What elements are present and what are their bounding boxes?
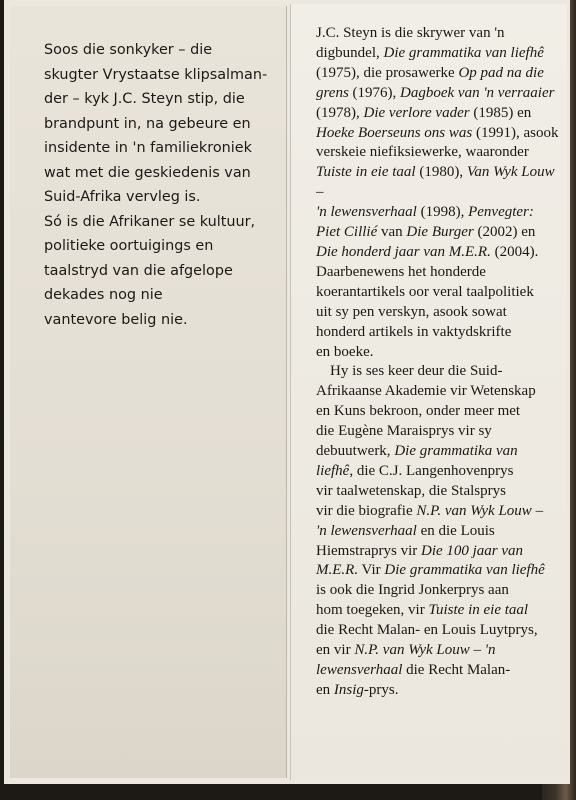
book-title: Die verlore vader (363, 104, 470, 121)
book-title: 'n lewensverhaal (316, 204, 417, 221)
bio-line: en Kuns bekroon, onder meer met (316, 403, 521, 420)
bio-line: en Insig-prys. (316, 681, 399, 698)
book-title: lewensverhaal (316, 662, 403, 678)
bio-line: honderd artikels in vaktydskrifte (316, 323, 512, 340)
book-title: Piet Cillié (316, 224, 378, 241)
book-title: Dagboek van 'n verraaier (400, 84, 555, 101)
book-title: Tuiste in eie taal (316, 164, 416, 181)
bio-line: en vir N.P. van Wyk Louw – 'n (316, 642, 496, 659)
bio-line: die Eugène Maraisprys vir sy (316, 423, 492, 440)
bio-line: digbundel, Die grammatika van liefhê (316, 44, 544, 61)
book-title: liefhê (316, 462, 350, 479)
blurb-line: Suid-Afrika vervleg is. (44, 189, 201, 205)
bio-line: (1978), Die verlore vader (1985) en (316, 104, 532, 121)
blurb-line: Só is die Afrikaner se kultuur, (44, 213, 256, 230)
blurb-line: insidente in 'n familiekroniek (44, 140, 252, 156)
book-title: Die honderd jaar van M.E.R. (316, 243, 491, 260)
book-title: Op pad na die (458, 64, 544, 81)
bio-line: grens (1976), Dagboek van 'n verraaier (316, 84, 555, 101)
bio-line: Hiemstraprys vir Die 100 jaar van (316, 542, 524, 559)
book-title: Die 100 jaar van (420, 542, 524, 559)
bio-line: lewensverhaal die Recht Malan- (316, 662, 511, 678)
bio-line: Hoeke Boerseuns ons was (1991), asook (316, 124, 559, 141)
bio-line: J.C. Steyn is die skrywer van 'n (316, 25, 505, 41)
bio-line: debuutwerk, Die grammatika van (316, 443, 518, 460)
blurb-text (44, 38, 280, 332)
bio-line: Hy is ses keer deur die Suid- (330, 363, 503, 380)
blurb-line: dekades nog nie (44, 287, 163, 303)
bio-line: hom toegeken, vir Tuiste in eie taal (316, 602, 529, 619)
blurb-line: brandpunt in, na gebeure en (44, 115, 251, 132)
blurb-line: politieke oortuigings en (44, 238, 214, 254)
blurb-line: vantevore belig nie. (44, 311, 188, 328)
bio-line: koerantartikels oor veral taalpolitiek (316, 283, 534, 300)
bio-line: M.E.R. Vir Die grammatika van liefhê (316, 562, 545, 579)
book-title: N.P. van Wyk Louw – (416, 502, 544, 519)
bio-line: uit sy pen verskyn, asook sowat (316, 303, 507, 320)
bio-line: en boeke. (316, 343, 374, 360)
book-title: Die grammatika van (394, 443, 518, 460)
blurb-line: Soos die sonkyker – die (44, 42, 213, 58)
book-title: M.E.R. (316, 562, 359, 579)
bio-line: vir taalwetenskap, die Stalsprys (316, 482, 506, 499)
bio-line: (1975), die prosawerke Op pad na die (316, 64, 544, 81)
author-bio (316, 24, 562, 701)
book-title: Insig (333, 681, 364, 698)
bio-line: verskeie niefiksiewerke, waaronder (316, 144, 529, 161)
blurb-line: skugter Vrystaatse klipsalman- (44, 66, 268, 83)
bio-line: Afrikaanse Akademie vir Wetenskap (316, 383, 536, 400)
book-title: Die Burger (406, 224, 474, 241)
bio-line: is ook die Ingrid Jonkerprys aan (316, 582, 509, 599)
bio-line: die Recht Malan- en Louis Luytprys, (316, 622, 538, 639)
blurb-line: der – kyk J.C. Steyn stip, die (44, 91, 245, 107)
book-title: Van Wyk Louw – (316, 164, 555, 201)
bio-line: 'n lewensverhaal en die Louis (316, 522, 495, 539)
bio-line: liefhê, die C.J. Langenhovenprys (316, 462, 514, 479)
book-title: Die grammatika van liefhê (383, 44, 544, 61)
book-title: N.P. van Wyk Louw – 'n (354, 642, 496, 659)
blurb-line: wat met die geskiedenis van (44, 164, 251, 181)
book-title: Hoeke Boerseuns ons was (316, 124, 473, 141)
bio-line: 'n lewensverhaal (1998), Penvegter: (316, 204, 534, 221)
book-title: Tuiste in eie taal (428, 602, 529, 619)
bio-line: vir die biografie N.P. van Wyk Louw – (316, 502, 544, 519)
book-title: 'n lewensverhaal (316, 522, 417, 539)
book-title: grens (316, 84, 349, 101)
bio-line: Tuiste in eie taal (1980), Van Wyk Louw – (316, 164, 555, 201)
book-title: Die grammatika van liefhê (384, 562, 545, 579)
bio-line: Daarbenewens het honderde (316, 263, 486, 280)
book-title: Penvegter: (468, 204, 534, 221)
bio-line: Die honderd jaar van M.E.R. (2004). (316, 243, 539, 260)
bio-line: Piet Cillié van Die Burger (2002) en (316, 224, 536, 241)
blurb-line: taalstryd van die afgelope (44, 262, 233, 279)
